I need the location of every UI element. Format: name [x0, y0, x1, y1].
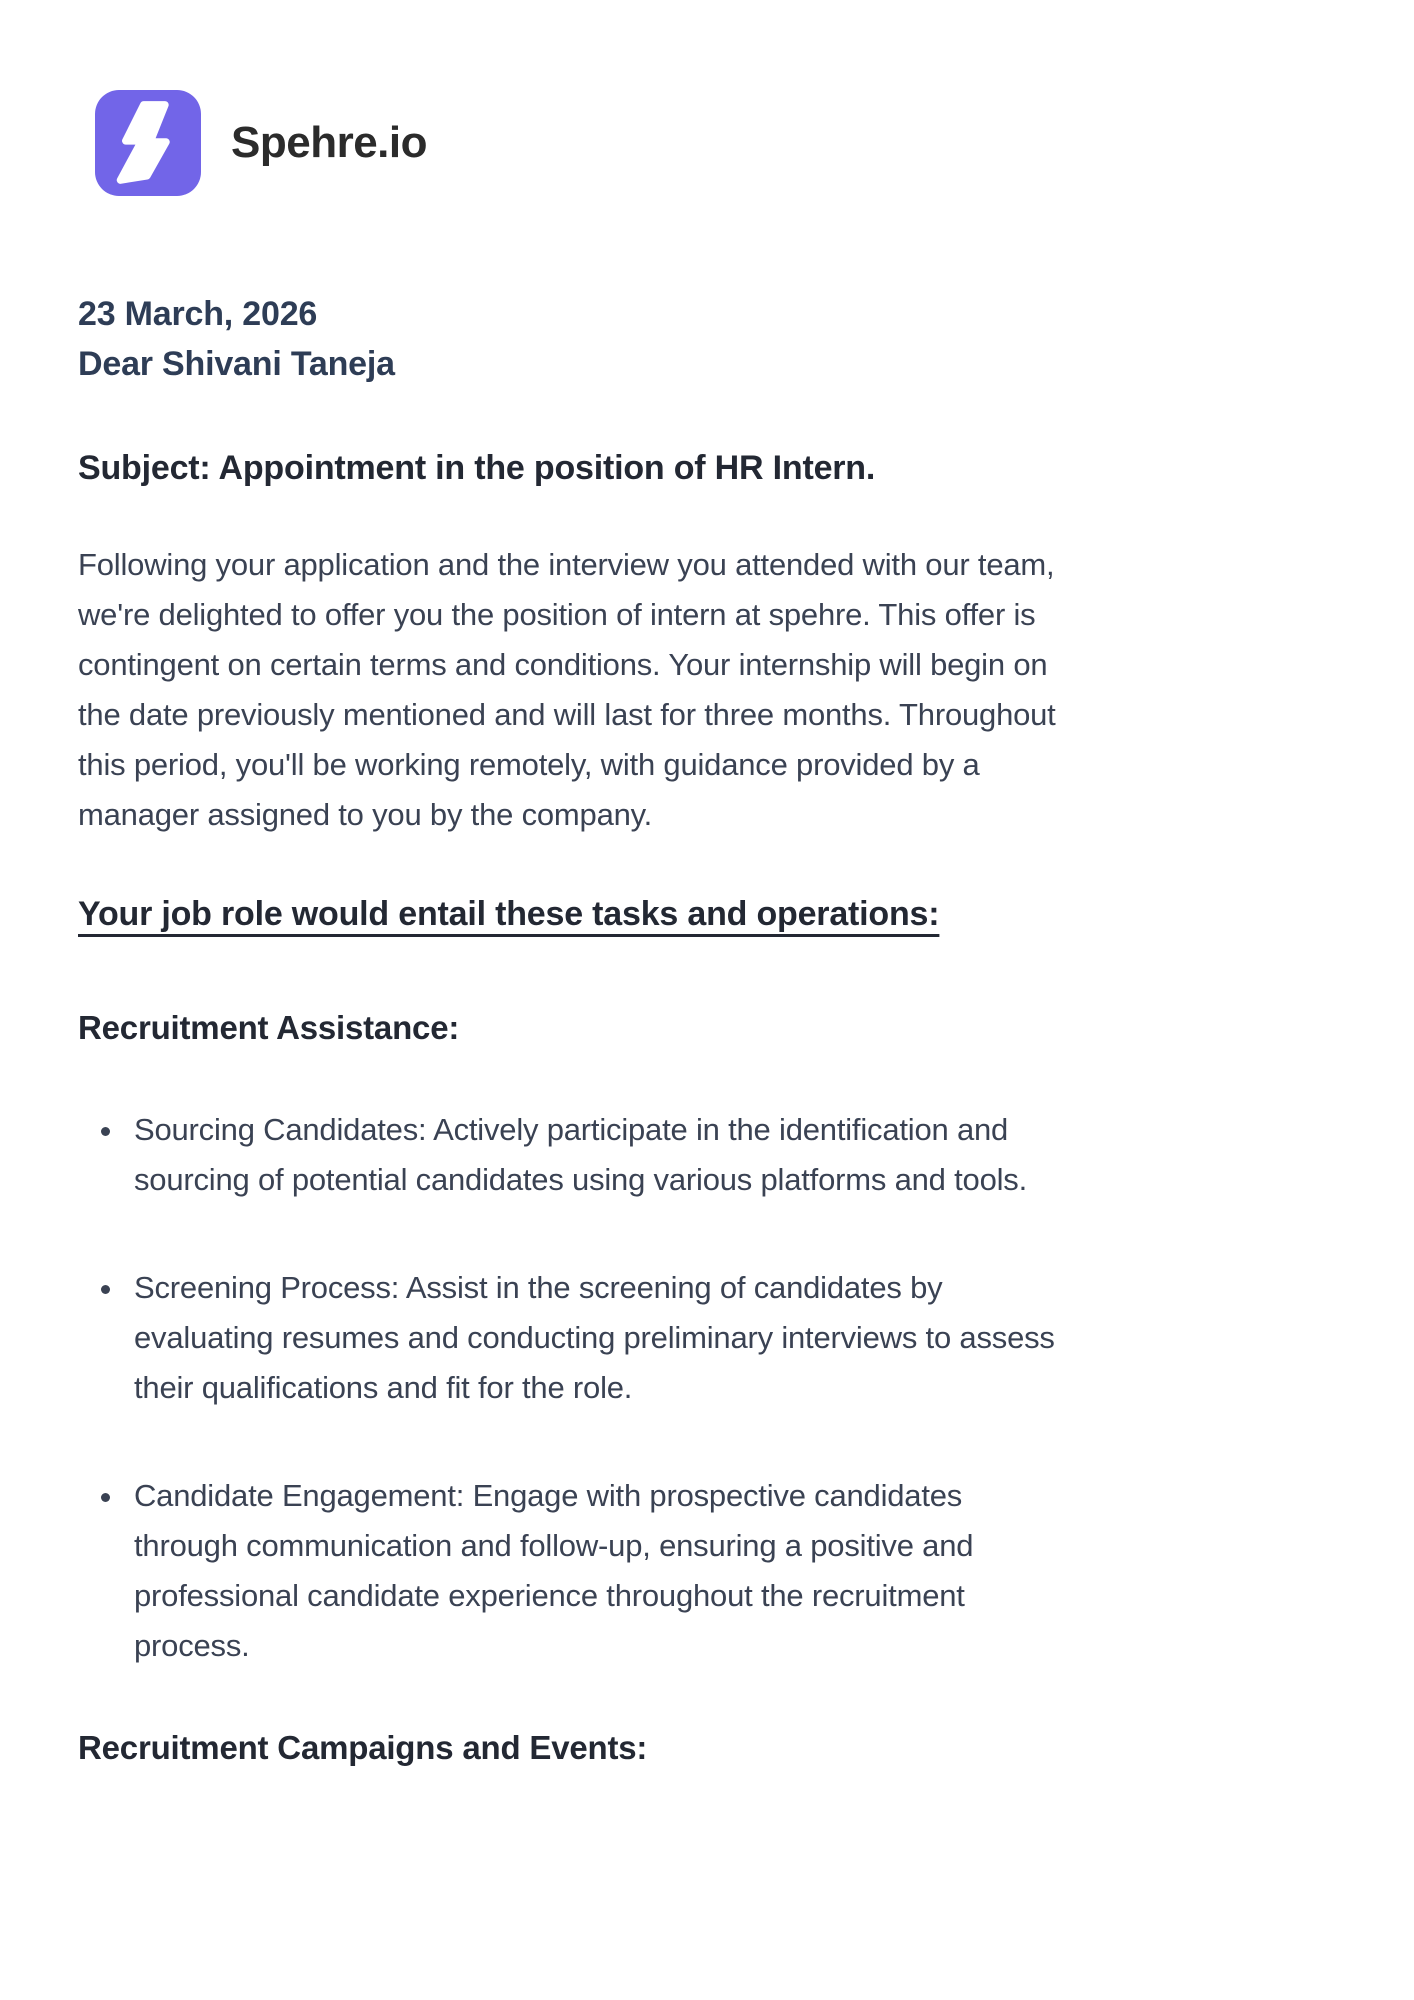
brand-name: Spehre.io — [231, 118, 427, 167]
section-title-recruitment-campaigns: Recruitment Campaigns and Events: — [78, 1729, 648, 1766]
brand-header — [95, 0, 1414, 196]
tasks-heading: Your job role would entail these tasks and operations: — [78, 895, 940, 933]
list-item: • Sourcing Candidates: Actively participate in the identification and sourcing of potential candidates using various platforms and tools. — [126, 1105, 1068, 1205]
subject-line: Subject: Appointment in the position of HR Intern. — [78, 449, 876, 487]
s-lightning-bolt-icon — [95, 90, 201, 196]
letter-greeting: Dear Shivani Taneja — [78, 345, 395, 383]
intro-paragraph: Following your application and the interview you attended with our team, we're delighted to offer you the position of intern at spehre. This offer is contingent on certain terms and conditions. Your internship will begin on the date previously mentioned and will last for three months. Throughout this period, you'll be working remotely, with guidance provided by a manager assigned to you by the company. — [78, 547, 1056, 832]
list-item: • Screening Process: Assist in the screening of candidates by evaluating resumes and conducting preliminary interviews to assess their qualifications and fit for the role. — [126, 1263, 1068, 1413]
list-item: • Candidate Engagement: Engage with prospective candidates through communication and follow-up, ensuring a positive and professional candidate experience throughout the recruitment process. — [126, 1471, 1068, 1671]
letter-meta — [78, 289, 1068, 389]
spehre-logo-icon — [95, 90, 201, 196]
letter-body — [78, 289, 1068, 1770]
recruitment-assistance-list — [78, 1105, 1068, 1671]
section-title-recruitment-assistance: Recruitment Assistance: — [78, 1009, 460, 1046]
letter-date: 23 March, 2026 — [78, 295, 318, 333]
